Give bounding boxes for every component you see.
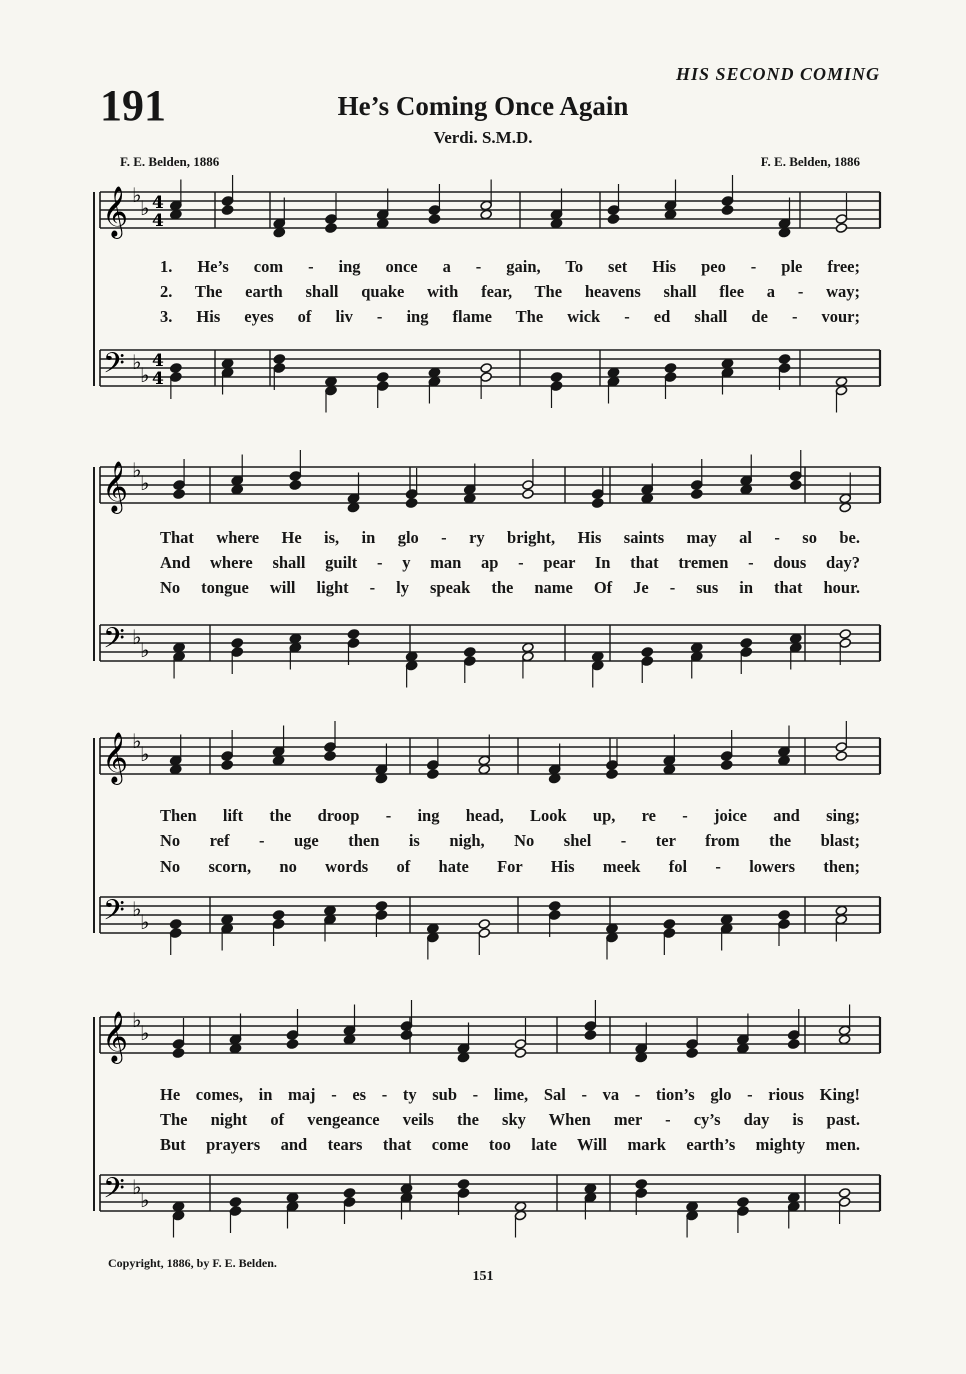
notehead (514, 1039, 526, 1050)
lyric-line: 3. His eyes of liv - ing flame The wick - ed shall de - vour; (160, 307, 860, 326)
notehead (835, 376, 847, 387)
notehead (721, 358, 733, 369)
notehead (427, 769, 439, 780)
notehead (457, 1188, 469, 1199)
notehead (641, 656, 653, 667)
notehead (778, 746, 790, 757)
flat-icon: ♭ (140, 638, 150, 662)
notehead (343, 1034, 355, 1045)
notehead (641, 647, 653, 658)
notehead (325, 376, 337, 387)
notehead (324, 742, 336, 753)
notehead (464, 656, 476, 667)
notehead (740, 484, 752, 495)
notehead (607, 376, 619, 387)
lyric-line: No scorn, no words of hate For His meek fol - lowers then; (160, 857, 860, 876)
notehead (548, 901, 560, 912)
notehead (375, 773, 387, 784)
notehead (839, 629, 851, 640)
flat-icon: ♭ (140, 471, 150, 495)
treble-staff (100, 458, 880, 514)
treble-clef-icon: 𝄞 (102, 732, 129, 783)
notehead (737, 1043, 749, 1054)
notehead (607, 214, 619, 225)
notehead (457, 1043, 469, 1054)
lyric-line: 1. He’s com - ing once a - gain, To set His peo - ple free; (160, 257, 860, 276)
notehead (788, 1201, 800, 1212)
treble-staff (100, 729, 880, 785)
notehead (835, 914, 847, 925)
notehead (427, 932, 439, 943)
notehead (514, 1048, 526, 1059)
notehead (347, 502, 359, 513)
notes (172, 1179, 526, 1238)
flat-icon: ♭ (140, 1021, 150, 1045)
notehead (457, 1179, 469, 1190)
notehead (172, 1039, 184, 1050)
notehead (737, 1197, 749, 1208)
notehead (663, 764, 675, 775)
flat-icon: ♭ (132, 458, 142, 482)
notehead (400, 1030, 412, 1041)
notehead (427, 760, 439, 771)
notes (548, 901, 847, 960)
flat-icon: ♭ (132, 183, 142, 207)
notehead (405, 498, 417, 509)
notehead (173, 651, 185, 662)
notehead (838, 1197, 850, 1208)
notehead (635, 1043, 647, 1054)
notehead (343, 1188, 355, 1199)
notehead (170, 363, 182, 374)
notehead (691, 480, 703, 491)
notehead (548, 910, 560, 921)
flat-icon: ♭ (140, 1188, 150, 1212)
notes (592, 629, 852, 688)
notehead (273, 218, 285, 229)
notes (173, 629, 534, 688)
notehead (173, 480, 185, 491)
notehead (289, 642, 301, 653)
notehead (478, 764, 490, 775)
notehead (231, 638, 243, 649)
notehead (514, 1201, 526, 1212)
bass-clef-icon: 𝄢 (103, 347, 125, 387)
treble-clef-icon: 𝄞 (102, 186, 129, 237)
notehead (686, 1039, 698, 1050)
notehead (838, 1025, 850, 1036)
notehead (428, 214, 440, 225)
notehead (720, 760, 732, 771)
words-credit: F. E. Belden, 1886 (120, 154, 220, 169)
notehead (173, 489, 185, 500)
notehead (427, 923, 439, 934)
notehead (289, 633, 301, 644)
flat-icon: ♭ (140, 742, 150, 766)
notehead (286, 1030, 298, 1041)
notehead (229, 1206, 241, 1217)
notehead (324, 914, 336, 925)
notehead (324, 751, 336, 762)
notes (170, 354, 493, 413)
notehead (664, 200, 676, 211)
notehead (325, 385, 337, 396)
notehead (788, 1039, 800, 1050)
notehead (778, 363, 790, 374)
time-signature-bottom: 4 (152, 211, 164, 231)
notehead (221, 914, 233, 925)
notehead (584, 1021, 596, 1032)
notehead (835, 223, 847, 234)
notehead (272, 746, 284, 757)
notehead (272, 910, 284, 921)
notehead (835, 742, 847, 753)
bass-staff (100, 622, 880, 662)
flat-icon: ♭ (132, 897, 142, 921)
notehead (663, 928, 675, 939)
flat-icon: ♭ (140, 196, 150, 220)
notehead (231, 475, 243, 486)
notehead (405, 660, 417, 671)
notehead (663, 919, 675, 930)
notehead (464, 493, 476, 504)
notehead (343, 1197, 355, 1208)
music-credit: F. E. Belden, 1886 (760, 154, 860, 169)
notehead (428, 367, 440, 378)
flat-icon: ♭ (132, 729, 142, 753)
notehead (790, 633, 802, 644)
bass-clef-icon: 𝄢 (103, 894, 125, 934)
notehead (778, 354, 790, 365)
notehead (221, 367, 233, 378)
notehead (377, 372, 389, 383)
notehead (778, 218, 790, 229)
notehead (221, 358, 233, 369)
notehead (778, 910, 790, 921)
notehead (641, 484, 653, 495)
notehead (606, 760, 618, 771)
notehead (548, 764, 560, 775)
time-signature-top: 4 (152, 351, 164, 371)
notehead (221, 196, 233, 207)
notehead (522, 651, 534, 662)
notehead (790, 471, 802, 482)
notehead (550, 372, 562, 383)
notehead (584, 1192, 596, 1203)
notehead (347, 629, 359, 640)
notehead (838, 1034, 850, 1045)
notehead (839, 638, 851, 649)
notehead (788, 1192, 800, 1203)
notehead (514, 1210, 526, 1221)
notehead (170, 372, 182, 383)
notehead (686, 1048, 698, 1059)
notehead (221, 923, 233, 934)
notehead (606, 923, 618, 934)
notehead (720, 914, 732, 925)
notehead (788, 1030, 800, 1041)
notehead (663, 755, 675, 766)
notehead (721, 196, 733, 207)
notehead (272, 755, 284, 766)
lyric-line: No ref - uge then is nigh, No shel - ter from the blast; (160, 831, 860, 850)
notehead (835, 751, 847, 762)
notehead (635, 1188, 647, 1199)
notehead (480, 209, 492, 220)
notehead (464, 647, 476, 658)
notehead (375, 910, 387, 921)
page-number: 151 (472, 1269, 494, 1284)
notehead (289, 471, 301, 482)
notehead (428, 205, 440, 216)
notehead (664, 363, 676, 374)
notehead (592, 651, 604, 662)
notehead (273, 363, 285, 374)
notehead (173, 642, 185, 653)
notehead (740, 475, 752, 486)
flat-icon: ♭ (132, 350, 142, 374)
notehead (641, 493, 653, 504)
notehead (428, 376, 440, 387)
lyric-line: 2. The earth shall quake with fear, The heavens shall flee a - way; (160, 282, 860, 301)
notehead (686, 1201, 698, 1212)
notehead (377, 381, 389, 392)
notehead (691, 642, 703, 653)
lyric-line: Then lift the droop - ing head, Look up, re - joice and sing; (160, 806, 860, 825)
notehead (737, 1206, 749, 1217)
notehead (170, 928, 182, 939)
notehead (221, 760, 233, 771)
notehead (286, 1201, 298, 1212)
notehead (405, 489, 417, 500)
notehead (170, 209, 182, 220)
notehead (480, 363, 492, 374)
notehead (273, 227, 285, 238)
notehead (740, 647, 752, 658)
flat-icon: ♭ (132, 625, 142, 649)
notehead (231, 647, 243, 658)
notehead (347, 638, 359, 649)
notehead (231, 484, 243, 495)
notehead (457, 1052, 469, 1063)
notehead (522, 642, 534, 653)
treble-clef-icon: 𝄞 (102, 461, 129, 512)
notehead (325, 223, 337, 234)
notehead (347, 493, 359, 504)
notehead (592, 498, 604, 509)
notehead (606, 932, 618, 943)
notehead (790, 480, 802, 491)
bass-clef-icon: 𝄢 (103, 622, 125, 662)
notehead (839, 502, 851, 513)
notehead (721, 205, 733, 216)
notehead (289, 480, 301, 491)
notehead (778, 919, 790, 930)
hymn-number: 191 (100, 81, 166, 130)
bass-clef-icon: 𝄢 (103, 1172, 125, 1212)
notehead (584, 1183, 596, 1194)
bass-staff (100, 1172, 880, 1212)
notehead (405, 651, 417, 662)
flat-icon: ♭ (132, 1175, 142, 1199)
notehead (400, 1183, 412, 1194)
notehead (838, 1188, 850, 1199)
notehead (172, 1210, 184, 1221)
notehead (584, 1030, 596, 1041)
notehead (324, 905, 336, 916)
lyric-line: And where shall guilt - y man ap - pear In that tremen - dous day? (160, 553, 860, 572)
notehead (170, 919, 182, 930)
notehead (550, 218, 562, 229)
lyric-line: That where He is, in glo - ry bright, His saints may al - so be. (160, 528, 860, 547)
notehead (480, 372, 492, 383)
notes (584, 1179, 851, 1238)
time-signature-bottom: 4 (152, 369, 164, 389)
time-signature-top: 4 (152, 193, 164, 213)
notehead (721, 367, 733, 378)
notehead (592, 660, 604, 671)
hymn-title: He’s Coming Once Again (337, 91, 629, 121)
notehead (478, 755, 490, 766)
notehead (835, 905, 847, 916)
bass-staff (100, 894, 880, 934)
notes (550, 354, 847, 413)
notehead (664, 372, 676, 383)
notehead (229, 1197, 241, 1208)
notehead (522, 489, 534, 500)
notehead (464, 484, 476, 495)
notehead (635, 1179, 647, 1190)
lyric-line: The night of vengeance veils the sky When mer - cy’s day is past. (160, 1110, 860, 1129)
notehead (478, 928, 490, 939)
treble-clef-icon: 𝄞 (102, 1011, 129, 1062)
notehead (229, 1043, 241, 1054)
notehead (400, 1192, 412, 1203)
notehead (664, 209, 676, 220)
notehead (720, 923, 732, 934)
notehead (737, 1034, 749, 1045)
notehead (325, 214, 337, 225)
notehead (691, 651, 703, 662)
section-heading: HIS SECOND COMING (675, 64, 880, 84)
notehead (607, 367, 619, 378)
notehead (480, 200, 492, 211)
copyright-notice: Copyright, 1886, by F. E. Belden. (108, 1256, 277, 1270)
notehead (720, 751, 732, 762)
treble-staff (100, 1008, 880, 1064)
notehead (286, 1039, 298, 1050)
notehead (740, 638, 752, 649)
tune-name: Verdi. S.M.D. (433, 128, 533, 147)
notehead (790, 642, 802, 653)
notehead (835, 214, 847, 225)
notehead (400, 1021, 412, 1032)
notehead (170, 755, 182, 766)
notehead (221, 205, 233, 216)
notehead (221, 751, 233, 762)
notehead (170, 200, 182, 211)
notehead (375, 901, 387, 912)
notehead (343, 1025, 355, 1036)
lyric-line: He comes, in maj - es - ty sub - lime, Sal - va - tion’s glo - rious King! (160, 1085, 860, 1104)
notehead (839, 493, 851, 504)
notes (170, 901, 491, 960)
notehead (478, 919, 490, 930)
notehead (172, 1201, 184, 1212)
notehead (550, 381, 562, 392)
notehead (548, 773, 560, 784)
notehead (170, 764, 182, 775)
flat-icon: ♭ (132, 1008, 142, 1032)
notehead (377, 218, 389, 229)
notehead (778, 227, 790, 238)
notehead (550, 209, 562, 220)
notehead (286, 1192, 298, 1203)
notehead (522, 480, 534, 491)
notehead (229, 1034, 241, 1045)
flat-icon: ♭ (140, 363, 150, 387)
notehead (607, 205, 619, 216)
notehead (778, 755, 790, 766)
notehead (606, 769, 618, 780)
notehead (592, 489, 604, 500)
flat-icon: ♭ (140, 910, 150, 934)
lyric-line: But prayers and tears that come too late Will mark earth’s mighty men. (160, 1135, 860, 1154)
notehead (835, 385, 847, 396)
lyric-line: No tongue will light - ly speak the name Of Je - sus in that hour. (160, 578, 860, 597)
notehead (377, 209, 389, 220)
notehead (691, 489, 703, 500)
notehead (375, 764, 387, 775)
notehead (635, 1052, 647, 1063)
notehead (272, 919, 284, 930)
notehead (172, 1048, 184, 1059)
notehead (273, 354, 285, 365)
notehead (686, 1210, 698, 1221)
